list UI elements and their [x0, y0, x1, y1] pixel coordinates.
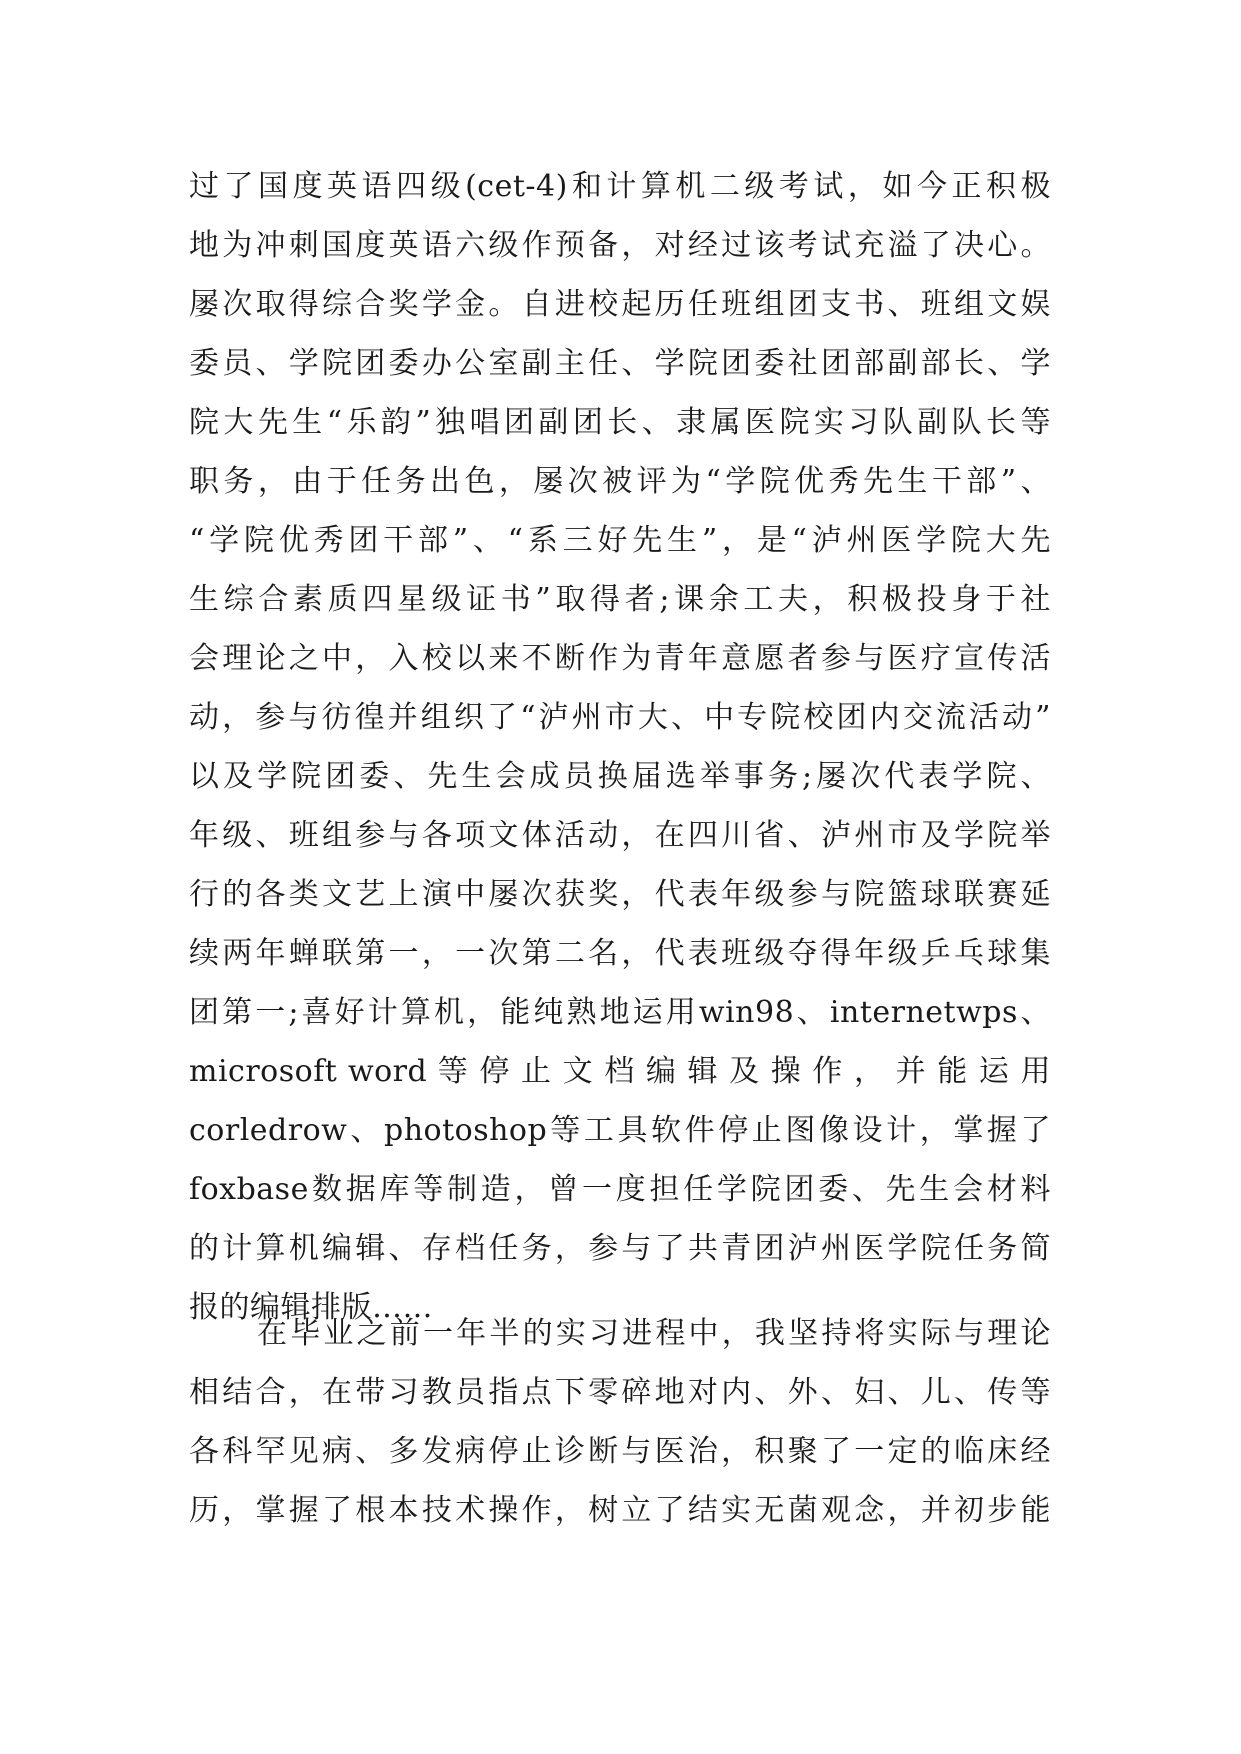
text-line: 续两年蝉联第一，一次第二名，代表班级夺得年级乒乓球集 [189, 936, 1051, 971]
text-line: 相结合，在带习教员指点下零碎地对内、外、妇、儿、传等 [189, 1375, 1051, 1410]
text-line: corledrow、photoshop等工具软件停止图像设计，掌握了 [189, 1113, 1051, 1148]
text-line: microsoft word 等 停 止 文 档 编 辑 及 操 作 ， 并 能 运 用 [189, 1054, 1051, 1089]
text-line: 过了国度英语四级(cet-4)和计算机二级考试，如今正积极 [189, 169, 1051, 204]
text-line: 历，掌握了根本技术操作，树立了结实无菌观念，并初步能 [189, 1493, 1051, 1528]
text-line: 生综合素质四星级证书”取得者;课余工夫，积极投身于社 [189, 582, 1051, 617]
paragraph-1 [189, 157, 1051, 1337]
text-line: 各科罕见病、多发病停止诊断与医治，积聚了一定的临床经 [189, 1434, 1051, 1469]
text-line: 会理论之中，入校以来不断作为青年意愿者参与医疗宣传活 [189, 641, 1051, 676]
text-line: 年级、班组参与各项文体活动，在四川省、泸州市及学院举 [189, 818, 1051, 853]
text-line: 的计算机编辑、存档任务，参与了共青团泸州医学院任务简 [189, 1231, 1051, 1266]
text-line: “学院优秀团干部”、“系三好先生”，是“泸州医学院大先 [189, 523, 1051, 558]
text-line: foxbase数据库等制造，曾一度担任学院团委、先生会材料 [189, 1172, 1051, 1207]
text-line: 屡次取得综合奖学金。自进校起历任班组团支书、班组文娱 [189, 287, 1051, 322]
text-line: 委员、学院团委办公室副主任、学院团委社团部副部长、学 [189, 346, 1051, 381]
text-line: 地为冲刺国度英语六级作预备，对经过该考试充溢了决心。 [189, 228, 1051, 263]
text-line: 在毕业之前一年半的实习进程中，我坚持将实际与理论 [257, 1316, 1051, 1351]
text-line: 团第一;喜好计算机，能纯熟地运用win98、internetwps、 [189, 995, 1051, 1030]
text-line: 行的各类文艺上演中屡次获奖，代表年级参与院篮球联赛延 [189, 877, 1051, 912]
text-line: 院大先生“乐韵”独唱团副团长、隶属医院实习队副队长等 [189, 405, 1051, 440]
text-line: 动，参与彷徨并组织了“泸州市大、中专院校团内交流活动” [189, 700, 1051, 735]
text-line: 职务，由于任务出色，屡次被评为“学院优秀先生干部”、 [189, 464, 1051, 499]
text-line: 报的编辑排版…… [189, 1290, 433, 1325]
paragraph-2 [189, 1304, 1051, 1540]
text-line: 以及学院团委、先生会成员换届选举事务;屡次代表学院、 [189, 759, 1051, 794]
